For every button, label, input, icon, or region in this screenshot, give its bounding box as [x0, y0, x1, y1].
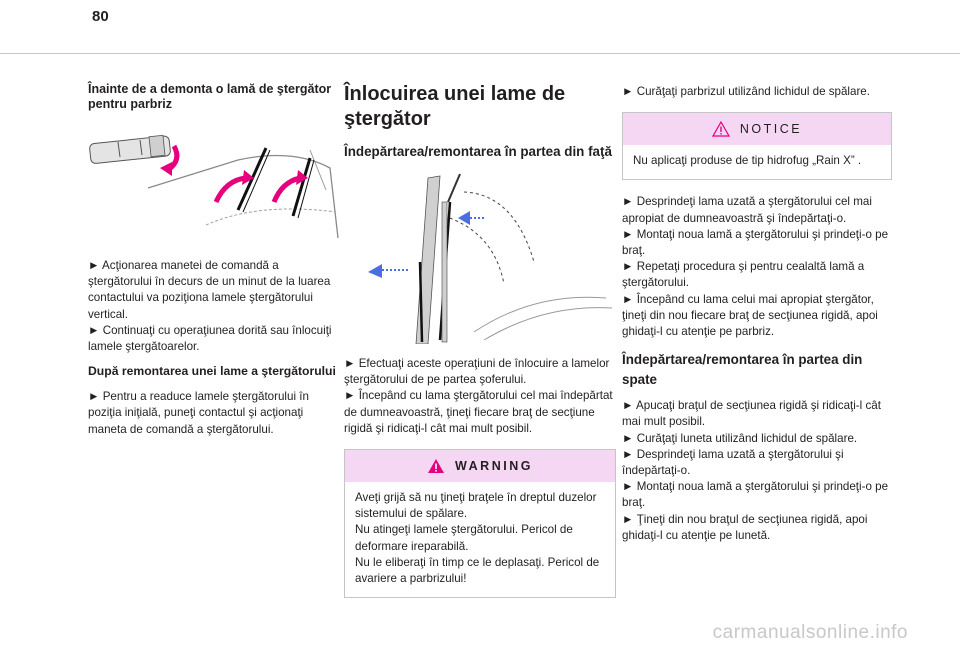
warning-text: Nu le eliberaţi în timp ce le deplasaţi. Pericol de avariere a parbrizului!: [355, 555, 600, 586]
paragraph: ► Ţineţi din nou braţul de secţiunea rigidă, apoi ghidaţi-l cu atenţie pe lunetă.: [622, 512, 868, 542]
warning-text: Aveţi grijă să nu ţineţi braţele în dreptul duzelor sistemului de spălare.: [355, 491, 597, 521]
paragraph: ► Acţionarea manetei de comandă a ştergătorului în decurs de un minut de la luarea contactului va poziţiona lamele ştergătorului vertical.: [88, 259, 331, 321]
page-number: 80: [92, 8, 109, 25]
watermark: carmanualsonline.info: [712, 622, 908, 643]
blade-arrow-icon: [216, 178, 246, 202]
warning-text: Nu atingeţi lamele ştergătorului. Pericol de deformare ireparabilă.: [355, 523, 573, 553]
column-left: [88, 82, 340, 438]
paragraph: ► Curăţaţi parbrizul utilizând lichidul de spălare.: [622, 85, 870, 98]
notice-body: [623, 145, 891, 179]
paragraph: ► Montaţi noua lamă a ştergătorului şi prindeţi-o pe braţ.: [622, 227, 889, 258]
paragraph: ► Începând cu lama ştergătorului cel mai îndepărtat de dumneavoastră, ţineţi fiecare braţ de secţiune rigidă şi ridicaţi-l cât mai mult posibil.: [344, 389, 613, 435]
paragraph: ► Desprindeţi lama uzată a ştergătorului cel mai apropiat de dumneavoastră şi îndepărtaţi-o.: [622, 195, 872, 225]
warning-box: [344, 449, 616, 598]
notice-box: [622, 112, 892, 180]
paragraph: ► Desprindeţi lama uzată a ştergătorului şi îndepărtaţi-o.: [622, 447, 844, 478]
heading-front: Îndepărtarea/remontarea în partea din faţă: [344, 144, 612, 159]
paragraph: ► Pentru a readuce lamele ştergătorului în poziţia iniţială, puneţi contactul şi acţionaţi maneta de comandă a ştergătorului.: [88, 390, 309, 436]
notice-header: [623, 113, 891, 145]
paragraph: ► Montaţi noua lamă a ştergătorului şi prindeţi-o pe braţ.: [622, 480, 889, 510]
paragraph: ► Efectuaţi aceste operaţiuni de înlocuire a lamelor ştergătorului de pe partea şoferului.: [344, 357, 610, 387]
warning-triangle-icon: [427, 458, 445, 474]
column-middle: [344, 82, 616, 598]
section-title: Înlocuirea unei lame de ştergător: [344, 83, 566, 130]
wiper-stalk-illustration: [88, 130, 340, 240]
paragraph: ► Începând cu lama celui mai apropiat ştergător, ţineţi din nou fiecare braţ de secţiunea rigidă, apoi ghidaţi-l cu atenţie pe parbriz.: [622, 292, 878, 339]
warning-label: WARNING: [455, 459, 533, 474]
warning-header: [345, 450, 615, 482]
notice-triangle-icon: [712, 121, 730, 137]
wiper-stalk-icon: [89, 135, 171, 164]
paragraph: ► Curăţaţi luneta utilizând lichidul de spălare.: [622, 431, 858, 445]
front-wiper-lift-illustration: [344, 172, 616, 344]
heading-rear: Îndepărtarea/remontarea în partea din spate: [622, 352, 863, 388]
blade-arrow-icon: [274, 178, 300, 202]
section-title-before-removal: Înainte de a demonta o lamă de ştergător pentru parbriz: [88, 82, 332, 111]
paragraph: ► Continuaţi cu operaţiunea dorită sau înlocuiţi lamele ştergătoarelor.: [88, 323, 332, 354]
header-divider: [0, 53, 960, 54]
paragraph: ► Apucaţi braţul de secţiunea rigidă şi ridicaţi-l cât mai mult posibil.: [622, 399, 881, 429]
warning-body: [345, 482, 615, 597]
column-right: [622, 82, 892, 544]
subheading-after-refit: După remontarea unei lame a ştergătorului: [88, 364, 336, 379]
notice-text: Nu aplicaţi produse de tip hidrofug „Rain X” .: [633, 154, 862, 168]
notice-label: NOTICE: [739, 122, 803, 137]
paragraph: ► Repetaţi procedura şi pentru cealaltă lamă a ştergătorului.: [622, 260, 865, 290]
